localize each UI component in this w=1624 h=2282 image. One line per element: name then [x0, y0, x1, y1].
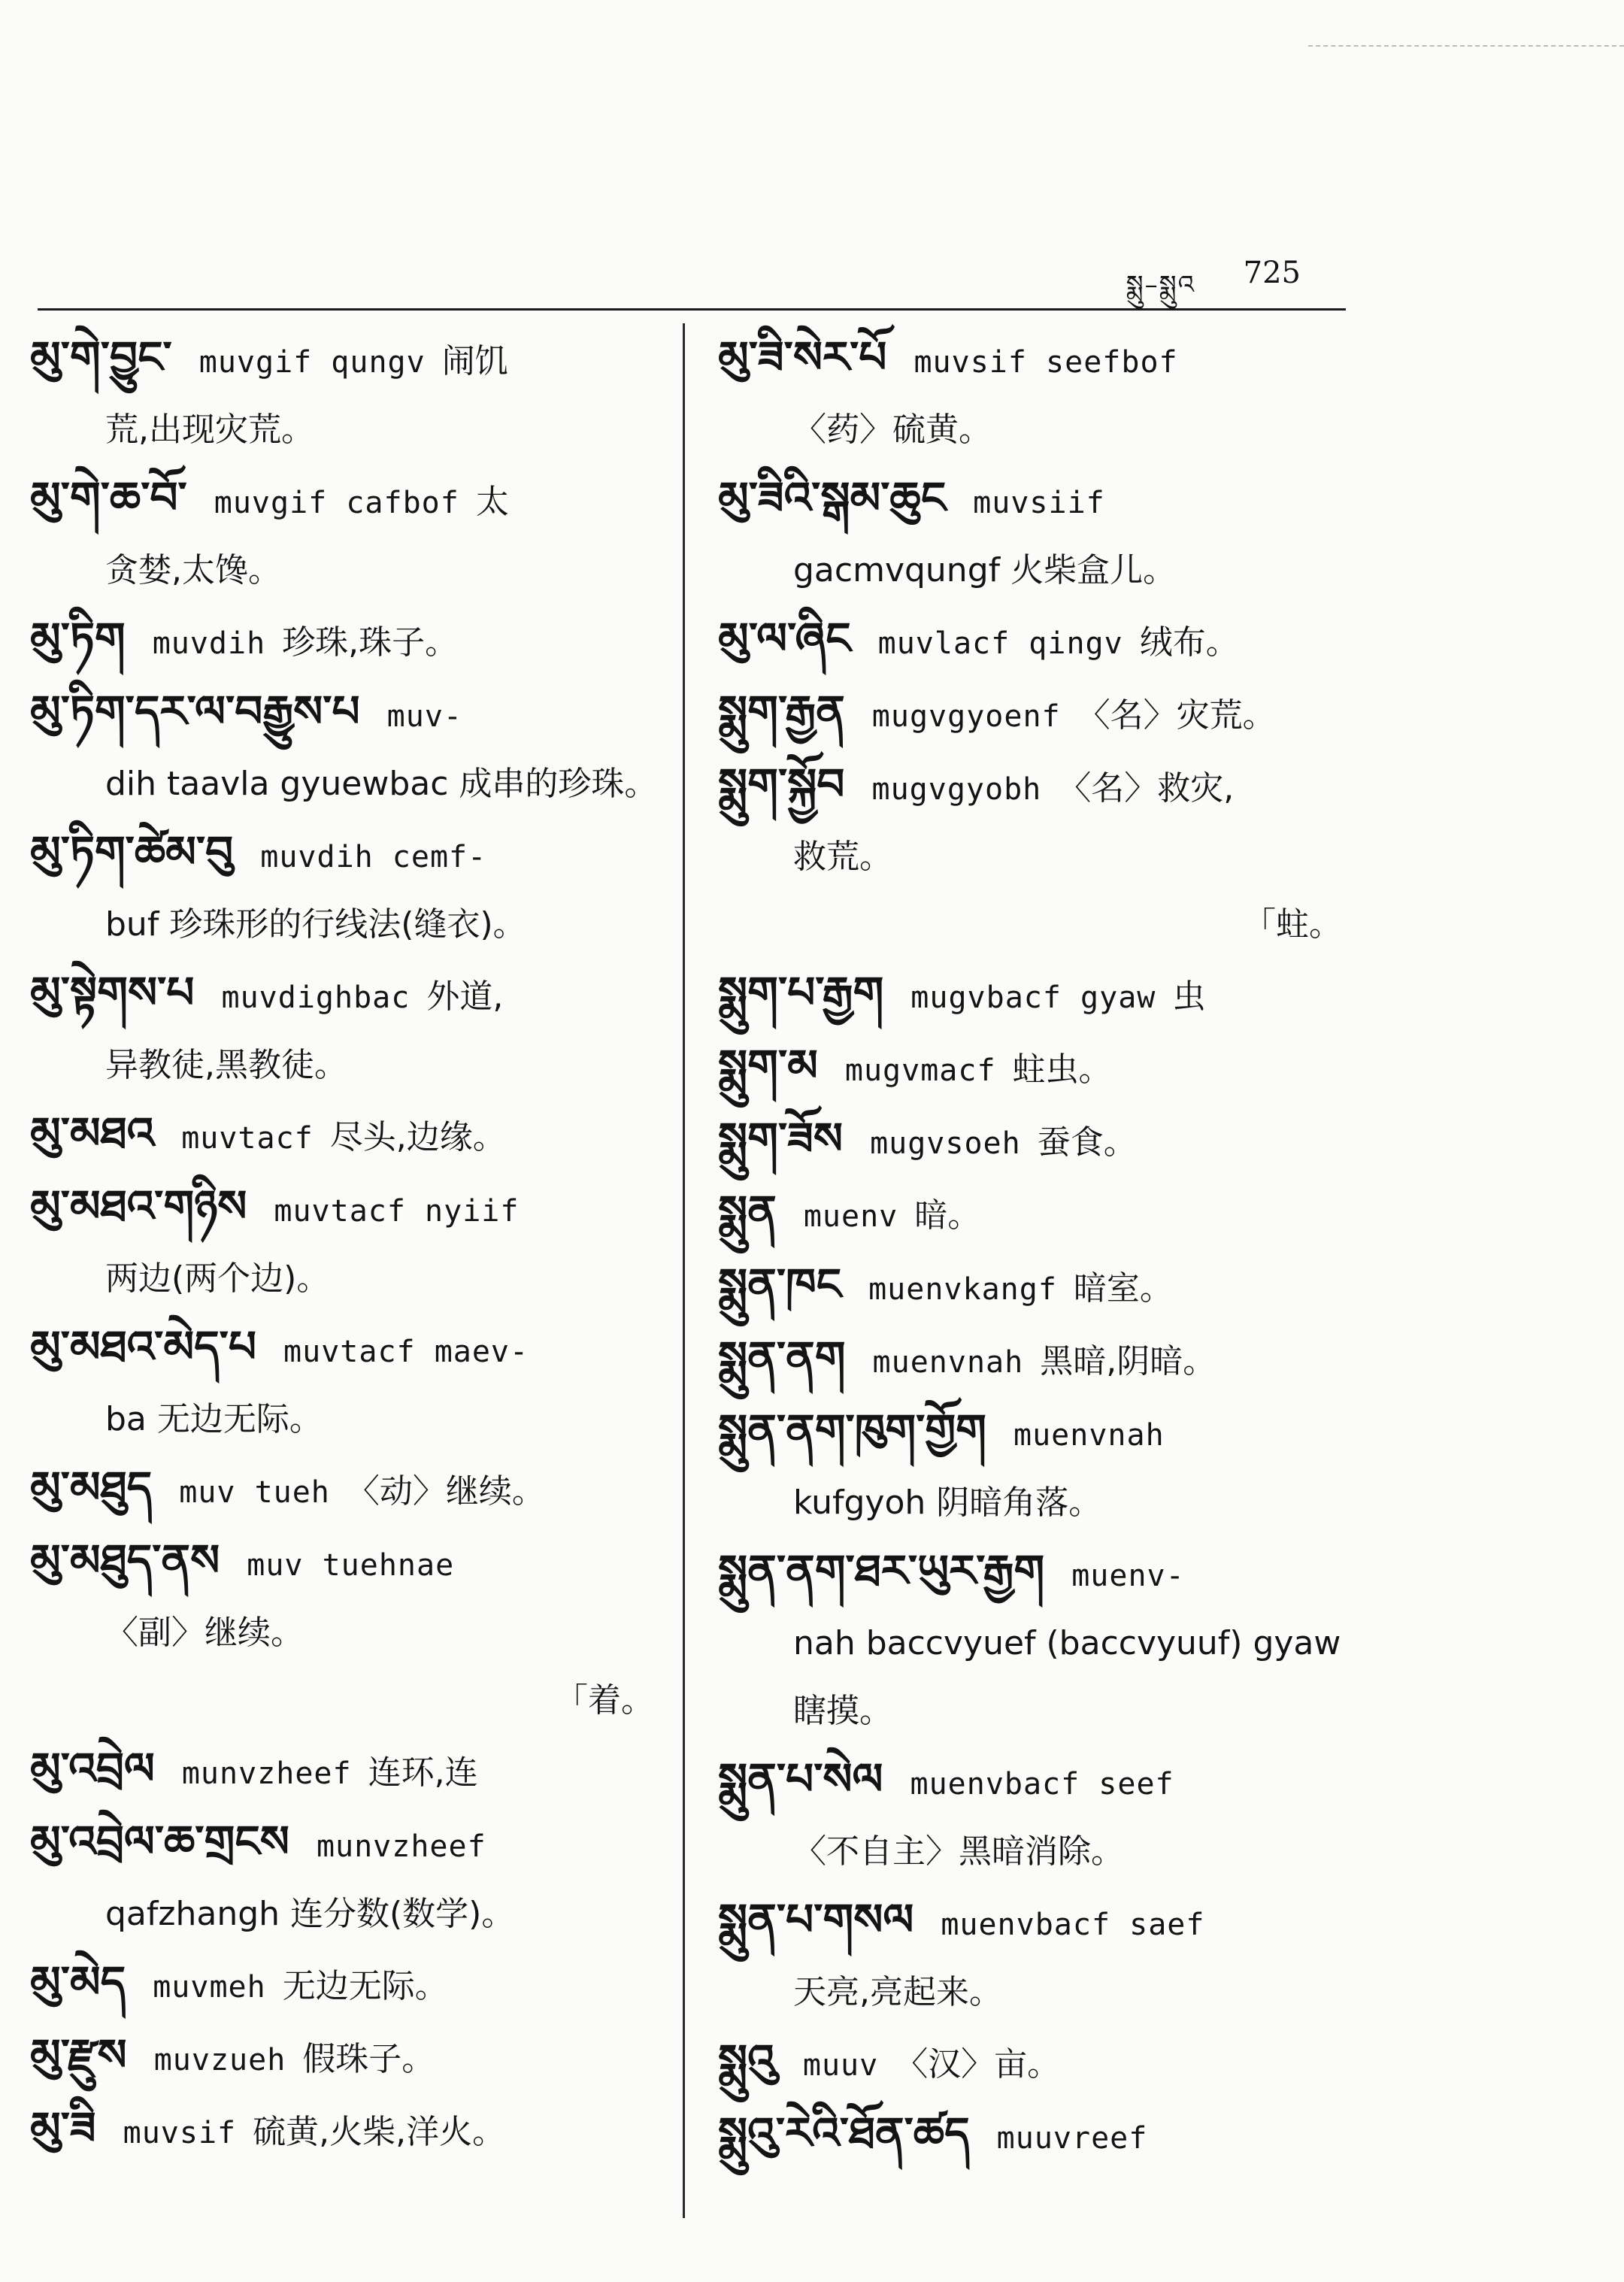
dictionary-entry: [718, 323, 1357, 464]
dictionary-entry: [718, 1105, 1357, 1177]
entry-romanization: muvdih: [152, 626, 266, 661]
entry-romanization: muenvnah: [1013, 1418, 1165, 1453]
entry-continuation: 天亮,亮起来。: [793, 1973, 1002, 2011]
entry-headword: སྨུན་ནག: [718, 1332, 846, 1383]
entry-romanization: muvsif: [123, 2116, 237, 2150]
entry-gloss: 虫: [1172, 977, 1206, 1016]
entry-headword: སྨུག་མ: [718, 1040, 818, 1091]
entry-romanization: munvzheef: [181, 1756, 352, 1791]
entry-headword: སྨུག་ཟོས: [718, 1113, 844, 1164]
dictionary-entry: [718, 677, 1357, 750]
entry-headword: སྨུག་པ་རྒྱག: [718, 967, 884, 1018]
entry-headword: མུ་ཏིག་དར་ལ་བརྒྱུས་པ: [30, 686, 360, 737]
entry-romanization: muv-: [386, 699, 462, 734]
dictionary-entry: [30, 1453, 669, 1526]
entry-continuation: gacmvqungf 火柴盒儿。: [793, 551, 1177, 589]
entry-headword: མུ་སྟེགས་པ: [30, 967, 195, 1018]
dictionary-entry: [30, 605, 669, 677]
entry-romanization: muvsif seefbof: [914, 345, 1178, 380]
dictionary-entry: [718, 1323, 1357, 1396]
entry-gloss: 外道,: [426, 977, 504, 1016]
header-range: སྨུ–སྨུའ: [1126, 270, 1195, 300]
dictionary-entry: [30, 1526, 669, 1735]
dictionary-entry: [30, 464, 669, 605]
entry-headword: མུ་ཏིག: [30, 613, 126, 664]
entry-romanization: mugvsoeh: [870, 1126, 1021, 1161]
left-column: [30, 323, 669, 2167]
entry-gloss: 蛀虫。: [1012, 1050, 1112, 1089]
entry-romanization: muvtacf: [181, 1121, 314, 1156]
entry-headword: མུ་མཐུད: [30, 1462, 153, 1513]
dictionary-entry: [30, 1735, 669, 1808]
entry-gloss: 太: [475, 483, 509, 521]
entry-romanization: mugvgyobh: [871, 772, 1042, 807]
page-header: [38, 248, 1346, 308]
entry-headword: མུ་འབྲེལ་ཆ་གྲངས: [30, 1816, 289, 1867]
entry-romanization: mugvbacf gyaw: [910, 980, 1156, 1015]
entry-continuation: 贪婪,太馋。: [105, 551, 281, 589]
entry-gloss: 连环,连: [368, 1753, 478, 1792]
entry-headword: མུ་ཟི་སེར་པོ: [718, 332, 887, 383]
entry-gloss: 暗。: [914, 1196, 981, 1235]
entry-romanization: muuvreef: [996, 2121, 1148, 2156]
dictionary-entry: [718, 2026, 1357, 2099]
entry-continuation: kufgyoh 阴暗角落。: [793, 1483, 1102, 1522]
entry-headword: སྨུག་སྐྱོབ: [718, 759, 845, 810]
entry-headword: མུ་གེ་བྱུང་: [30, 332, 172, 383]
entry-gloss: 〈汉〉亩。: [895, 2045, 1061, 2083]
dictionary-entry: [718, 1886, 1357, 2026]
dictionary-entry: [718, 959, 1357, 1032]
entry-headword: མུ་མེད: [30, 1956, 126, 2008]
entry-headword: མུ་མཐའ: [30, 1108, 155, 1159]
entry-headword: མུ་ཟིའི་སྒམ་ཆུང: [718, 472, 947, 523]
entry-gloss: 暗室。: [1073, 1269, 1173, 1308]
dictionary-entry: [30, 959, 669, 1099]
entry-headword: མུ་གེ་ཆ་བོ་: [30, 472, 187, 523]
entry-continuation: 救荒。: [793, 838, 892, 876]
entry-romanization: muvgif qungv: [198, 345, 426, 380]
entry-romanization: muenvbacf saef: [941, 1908, 1205, 1942]
entry-headword: སྨུན་པ་གསལ: [718, 1894, 914, 1945]
entry-headword: སྨུན་ནག་ཁུག་གྱོག: [718, 1405, 986, 1456]
entry-romanization: muvmeh: [153, 1970, 266, 2005]
entry-continuation: 〈药〉硫黄。: [793, 411, 992, 449]
dictionary-entry: [30, 323, 669, 464]
dictionary-entry: [718, 1177, 1357, 1250]
entry-headword: མུ་མཐུད་ནས: [30, 1535, 220, 1586]
entry-margin-note: 「着。: [555, 1681, 654, 1720]
entry-romanization: muvzueh: [153, 2043, 286, 2077]
entry-headword: མུ་འབྲེལ: [30, 1743, 155, 1794]
entry-gloss: 假珠子。: [302, 2040, 435, 2078]
page-number: 725: [1243, 256, 1301, 290]
entry-romanization: mugvgyoenf: [871, 699, 1061, 734]
entry-headword: མུ་མཐའ་མེད་པ: [30, 1321, 257, 1372]
dictionary-entry: [30, 1172, 669, 1313]
dictionary-entry: [718, 1250, 1357, 1323]
entry-headword: སྨུན་པ་སེལ: [718, 1753, 883, 1805]
entry-gloss: 闹饥: [441, 342, 508, 380]
entry-gloss: 绒布。: [1139, 623, 1239, 662]
entry-romanization: muvtacf maev-: [283, 1335, 529, 1369]
entry-romanization: muenv: [803, 1199, 898, 1234]
entry-headword: མུ་ལ་ཞིང: [718, 613, 851, 664]
entry-gloss: 珍珠,珠子。: [282, 623, 459, 662]
dictionary-entry: [30, 1808, 669, 1948]
dictionary-entry: [718, 464, 1357, 605]
entry-romanization: muvtacf nyiif: [274, 1194, 520, 1229]
dictionary-entry: [30, 818, 669, 959]
entry-headword: སྨུའུ་རེའི་ཐོན་ཚད: [718, 2108, 970, 2159]
dictionary-entry: [30, 2021, 669, 2094]
entry-headword: མུ་རྫུས: [30, 2029, 127, 2080]
entry-continuation: buf 珍珠形的行线法(缝衣)。: [105, 905, 526, 944]
entry-headword: སྨུན་ཁང: [718, 1259, 842, 1310]
entry-continuation: 〈副〉继续。: [105, 1614, 304, 1652]
dictionary-entry: [718, 1745, 1357, 1886]
entry-headword: སྨུའུ: [718, 2035, 776, 2086]
entry-continuation: 荒,出现灾荒。: [105, 411, 314, 449]
entry-romanization: muv tueh: [179, 1475, 330, 1510]
entry-gloss: 黑暗,阴暗。: [1040, 1342, 1216, 1380]
entry-continuation: 异教徒,黑教徒。: [105, 1046, 347, 1084]
dictionary-entry: [30, 2094, 669, 2167]
entry-gloss: 蚕食。: [1037, 1123, 1137, 1162]
scan-artifact: [1308, 45, 1624, 51]
entry-margin-note: 「蛀。: [1243, 905, 1342, 944]
entry-headword: སྨུག་རྒྱན: [718, 686, 845, 737]
column-divider: [683, 323, 685, 2218]
entry-romanization: muenvkangf: [868, 1272, 1057, 1307]
entry-romanization: mugvmacf: [844, 1053, 996, 1088]
dictionary-entry: [718, 2099, 1357, 2172]
entry-continuation: 〈不自主〉黑暗消除。: [793, 1832, 1124, 1871]
entry-romanization: muvsiif: [973, 486, 1105, 520]
dictionary-entry: [30, 677, 669, 818]
entry-romanization: muenvnah: [872, 1345, 1024, 1380]
entry-headword: སྨུན་ནག་ཐར་ཡུར་རྒྱག: [718, 1545, 1045, 1596]
dictionary-entry: [30, 1948, 669, 2021]
entry-romanization: munvzheef: [316, 1829, 486, 1864]
entry-continuation: nah baccvyuef (baccvyuuf) gyaw 瞎摸。: [793, 1624, 1341, 1730]
entry-gloss: 无边无际。: [282, 1967, 448, 2005]
dictionary-entry: [718, 1537, 1357, 1745]
entry-gloss: 〈名〉灾荒。: [1077, 696, 1276, 735]
entry-gloss: 〈动〉继续。: [346, 1472, 545, 1511]
entry-headword: སྨུན: [718, 1186, 777, 1237]
entry-headword: མུ་ཟི: [30, 2102, 96, 2153]
right-column: [718, 323, 1357, 2172]
header-rule: [38, 308, 1346, 311]
dictionary-entry: [30, 1099, 669, 1172]
entry-gloss: 硫黄,火柴,洋火。: [253, 2113, 506, 2151]
entry-romanization: muenvbacf seef: [910, 1767, 1174, 1802]
entry-romanization: muvdighbac: [221, 980, 411, 1015]
entry-romanization: muvlacf qingv: [877, 626, 1123, 661]
entry-continuation: qafzhangh 连分数(数学)。: [105, 1895, 515, 1933]
entry-continuation: ba 无边无际。: [105, 1400, 323, 1438]
entry-romanization: muenv-: [1071, 1559, 1185, 1593]
dictionary-entry: [718, 1396, 1357, 1537]
entry-gloss: 尽头,边缘。: [329, 1118, 506, 1156]
dictionary-entry: [718, 1032, 1357, 1105]
entry-headword: མུ་མཐའ་གཉིས: [30, 1180, 247, 1232]
dictionary-entry: [30, 1313, 669, 1453]
entry-continuation: dih taavla gyuewbac 成串的珍珠。: [105, 765, 658, 803]
entry-romanization: muv tuehnae: [247, 1548, 455, 1583]
entry-romanization: muvdih cemf-: [260, 840, 487, 874]
entry-gloss: 〈名〉救灾,: [1058, 769, 1235, 808]
entry-continuation: 两边(两个边)。: [105, 1259, 330, 1298]
dictionary-entry: [718, 750, 1357, 959]
entry-headword: མུ་ཏིག་ཚེམ་བུ: [30, 826, 234, 877]
entry-romanization: muuv: [802, 2048, 879, 2083]
dictionary-entry: [718, 605, 1357, 677]
entry-romanization: muvgif cafbof: [214, 486, 459, 520]
